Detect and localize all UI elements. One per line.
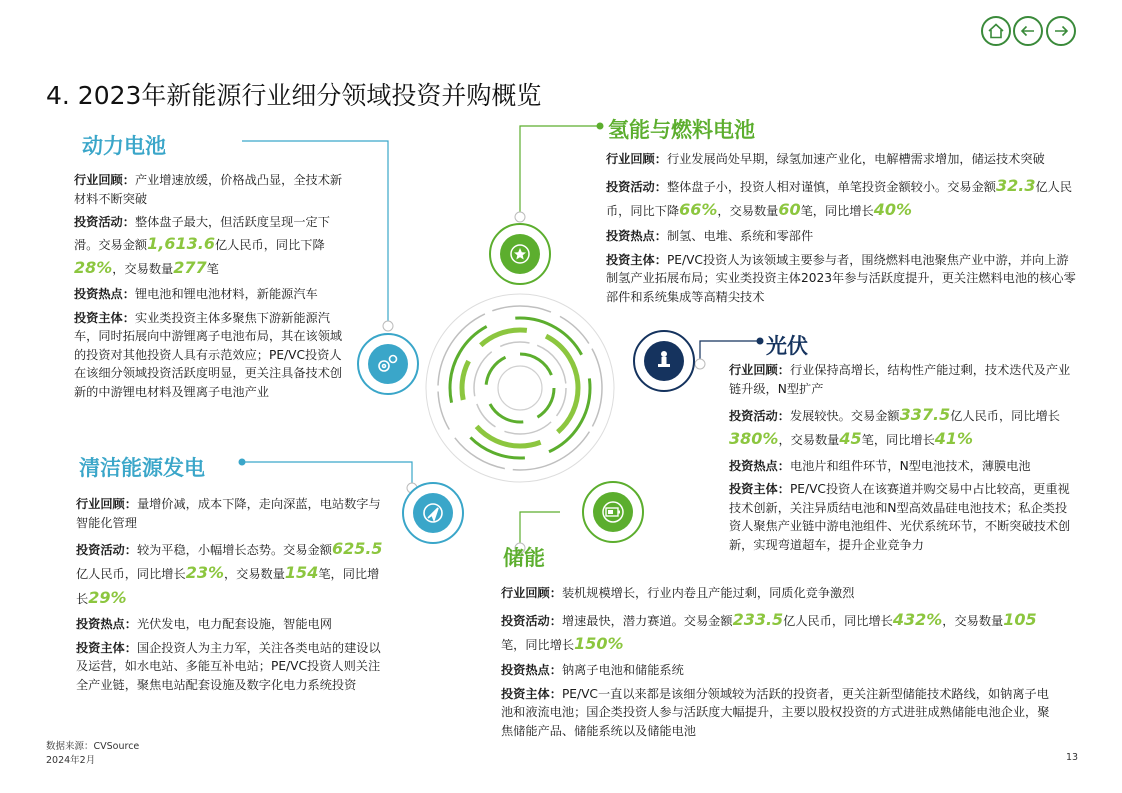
- node-power-battery: [358, 334, 418, 394]
- clean-power-title: 清洁能源发电: [79, 456, 205, 480]
- connector-hydrogen: [520, 126, 600, 215]
- power-battery-block: 行业回顾：产业增速放缓，价格战凸显，全技术新材料不断突破 投资活动：整体盘子最大，但活跃度呈现一定下滑。交易金额1,613.6亿人民币，同比下降28%，交易数量277笔 投资热点：锂电池和锂电池材料，新能源汽车 投资主体：实业类投资主体多聚焦下游新能源汽车，同时拓展向中游锂离子电池布局，其在该领域的投资对其他投资人具有示范效应；PE/VC投资人在该细分领域投资活跃度明显，更关注具备技术创新的中游锂电材料及锂离子电池产业: [74, 173, 343, 399]
- hydrogen-title: 氢能与燃料电池: [608, 118, 755, 142]
- power-battery-amount: 1,613.6: [147, 233, 215, 253]
- storage-block: 行业回顾：装机规模增长，行业内卷且产能过剩，同质化竞争激烈 投资活动：增速最快，潜力赛道。交易金额233.5亿人民币，同比增长432%，交易数量105笔，同比增长150% 投资热点：钠离子电池和储能系统 投资主体：PE/VC一直以来都是该细分领域较为活跃的投资者，更关注新型储能技术路线，如钠离子电池和液流电池；国企类投资人参与活跃度大幅提升，主要以股权投资的方式进驻成熟储能电池企业，聚焦储能产品、储能系统以及储能电池: [501, 586, 1050, 738]
- data-source: 数据来源：CVSource: [46, 741, 140, 752]
- storage-title: 储能: [503, 546, 545, 570]
- clean-power-block: 行业回顾：量增价减，成本下降，走向深蓝，电站数字与智能化管理 投资活动：较为平稳，小幅增长态势。交易金额625.5亿人民币，同比增长23%，交易数量154笔，同比增长29% 投资热点：光伏发电，电力配套设施，智能电网 投资主体：国企投资人为主力军，关注各类电站的建设以及运营，如水电站、多能互补电站；PE/VC投资人则关注全产业链，聚焦电站配套设施及数字化电力系统投资: [76, 497, 383, 692]
- pv-block: 行业回顾：行业保持高增长，结构性产能过剩，技术迭代及产业链升级，N型扩产 投资活动：发展较快。交易金额337.5亿人民币，同比增长380%，交易数量45笔，同比增长41% 投资热点：电池片和组件环节，N型电池技术，薄膜电池 投资主体：PE/VC投资人在该赛道并购交易中占比较高，更重视技术创新，关注异质结电池和N型高效晶硅电池技术；私企类投资人聚焦产业链中游电池组件、光伏系统环节，不断突破技术创新，实现弯道超车，提升企业竞争力: [729, 363, 1071, 552]
- node-pv: [634, 331, 694, 391]
- hydrogen-block: 行业回顾：行业发展尚处早期，绿氢加速产业化，电解槽需求增加，储运技术突破 投资活动：整体盘子小，投资人相对谨慎，单笔投资金额较小。交易金额32.3亿人民币，同比下降66%，交易数量60笔，同比增长40% 投资热点：制氢、电堆、系统和零部件 投资主体：PE/VC投资人为该领域主要参与者，围绕燃料电池聚焦产业中游，并向上游制氢产业拓展布局；实业类投资主体2023年参与活跃度提升，更关注燃料电池的核心零部件和系统集成等高精尖技术: [606, 152, 1076, 304]
- report-date: 2024年2月: [46, 755, 96, 766]
- node-storage: [583, 482, 643, 542]
- node-hydrogen: [490, 224, 550, 284]
- concentric-rings: [426, 294, 614, 482]
- connector-clean-power: [245, 462, 412, 486]
- node-clean-power: [403, 483, 463, 543]
- pv-title: 光伏: [766, 334, 808, 358]
- page-number: 13: [1066, 752, 1079, 763]
- page-title: 4. 2023年新能源行业细分领域投资并购概览: [46, 81, 542, 110]
- power-battery-title: 动力电池: [82, 134, 166, 158]
